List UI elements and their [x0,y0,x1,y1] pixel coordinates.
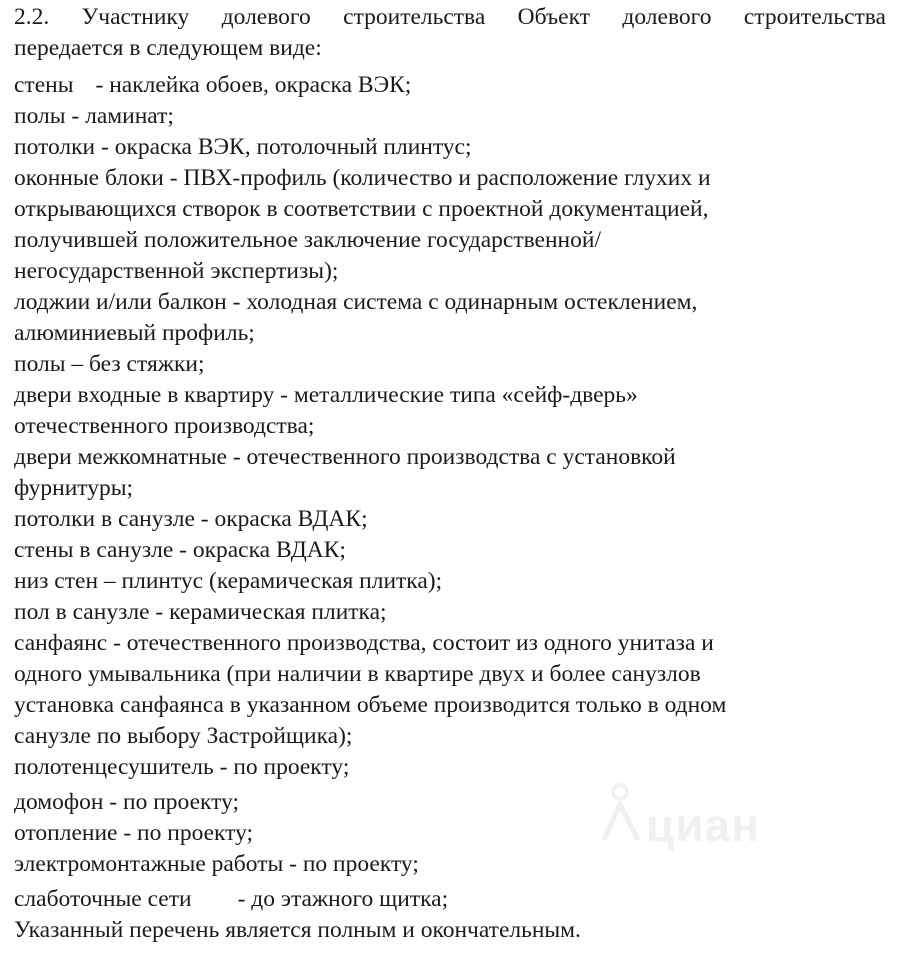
list-item: фурнитуры; [14,475,134,501]
list-item: пол в санузле - керамическая плитка; [14,599,387,625]
list-item: санфаянс - отечественного производства, состоит из одного унитаза и [14,630,714,656]
list-item: отопление - по проекту; [14,820,254,846]
list-item: двери межкомнатные - отечественного производства с установкой [14,444,676,470]
list-item: алюминиевый профиль; [14,320,255,346]
watermark-text: циан [646,799,760,851]
heading-line-1: 2.2. Участнику долевого строительства Объект долевого строительства [14,4,886,30]
list-item: одного умывальника (при наличии в квартире двух и более санузлов [14,661,701,687]
list-item: негосударственной экспертизы); [14,258,339,284]
list-item: отечественного производства; [14,413,315,439]
list-item: получившей положительное заключение государственной/ [14,227,601,253]
list-item: потолки - окраска ВЭК, потолочный плинтус; [14,134,472,160]
list-item: полотенцесушитель - по проекту; [14,754,350,780]
closing-statement: Указанный перечень является полным и окончательным. [14,917,581,943]
list-item: электромонтажные работы - по проекту; [14,851,419,877]
list-item: полы – без стяжки; [14,351,205,377]
section-heading [14,2,886,64]
list-item: оконные блоки - ПВХ-профиль (количество и расположение глухих и [14,165,711,191]
item-value: - до этажного щитка; [237,886,449,912]
list-item: лоджии и/или балкон - холодная система с одинарным остеклением, [14,289,698,315]
item-value: - наклейка обоев, окраска ВЭК; [95,72,412,98]
document-page [14,2,886,946]
list-item: стены в санузле - окраска ВДАК; [14,537,346,563]
list-item [14,884,886,915]
list-item: низ стен – плинтус (керамическая плитка); [14,568,443,594]
item-label: слаботочные сети [14,886,192,912]
list-item: санузле по выбору Застройщика); [14,723,353,749]
list-item: установка санфаянса в указанном объеме производится только в одном [14,692,727,718]
list-item: потолки в санузле - окраска ВДАК; [14,506,368,532]
heading-line-2: передается в следующем виде: [14,35,322,61]
item-label: стены [14,72,74,98]
list-item: двери входные в квартиру - металлические типа «сейф-дверь» [14,382,638,408]
list-item: домофон - по проекту; [14,789,240,815]
list-item: открывающихся створок в соответствии с проектной документацией, [14,196,709,222]
list-item: полы - ламинат; [14,103,174,129]
list-item [14,70,886,101]
